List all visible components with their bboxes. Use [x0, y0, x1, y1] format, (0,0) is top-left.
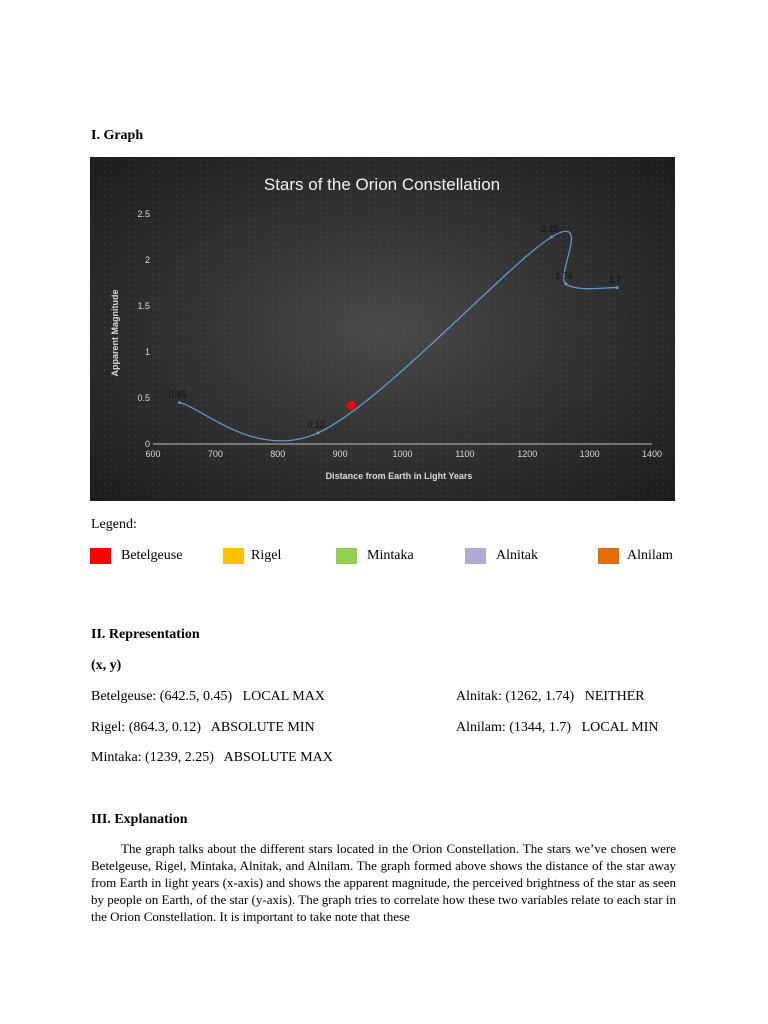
highlight-point	[347, 401, 356, 410]
x-tick-label: 600	[145, 449, 161, 459]
legend-item-alnitak	[465, 547, 538, 565]
rep-alnilam: Alnilam: (1344, 1.7) LOCAL MIN	[456, 720, 659, 735]
data-label: 0.45	[168, 389, 187, 400]
data-label: 1.74	[555, 270, 573, 281]
legend-item-rigel	[223, 547, 281, 565]
rep-mintaka: Mintaka: (1239, 2.25) ABSOLUTE MAX	[91, 750, 333, 765]
data-label: 0.12	[307, 419, 325, 430]
chart-title: Stars of the Orion Constellation	[263, 175, 501, 194]
x-tick-label: 1300	[579, 449, 600, 459]
x-tick-label: 800	[270, 449, 286, 459]
y-tick-label: 2.5	[137, 209, 150, 219]
legend-swatch	[90, 548, 111, 564]
xy-heading: (x, y)	[91, 658, 122, 673]
y-tick-label: 2	[144, 255, 150, 265]
legend-item-mintaka	[336, 547, 414, 565]
y-axis-label: Apparent Magnitude	[110, 289, 120, 377]
x-tick-label: 1200	[517, 449, 538, 459]
y-tick-label: 0.5	[137, 393, 150, 403]
x-tick-label: 1100	[455, 449, 475, 459]
legend-swatch	[223, 548, 244, 564]
legend-swatch	[465, 548, 486, 564]
rep-alnitak: Alnitak: (1262, 1.74) NEITHER	[456, 689, 645, 704]
data-label: 2.25	[540, 224, 559, 234]
chart-container	[90, 157, 675, 501]
legend-label: Alnitak	[496, 548, 538, 563]
line-chart	[90, 157, 675, 501]
rep-rigel: Rigel: (864.3, 0.12) ABSOLUTE MIN	[91, 720, 315, 735]
x-tick-label: 1400	[641, 449, 663, 459]
data-point	[316, 431, 319, 434]
legend-item-betelgeuse	[90, 547, 182, 565]
data-point	[564, 282, 567, 285]
x-tick-label: 900	[332, 449, 348, 459]
graph-heading: I. Graph	[91, 128, 144, 143]
data-point	[550, 236, 553, 239]
x-tick-label: 700	[207, 449, 223, 459]
data-label: 1.7	[608, 274, 622, 285]
legend-label: Betelgeuse	[121, 548, 183, 563]
legend-title: Legend:	[91, 517, 137, 532]
explanation-paragraph: The graph talks about the different stars located in the Orion Constellation. The stars we’ve chosen were Betelgeuse, Rigel, Mintaka, Alnitak, and Alnilam. The graph formed above shows the distance of the star away from Earth in light years (x-axis) and shows the apparent magnitude, the perceived brightness of the star as seen by people on Earth, of the star (y-axis). The graph tries to correlate how these two variables relate to each star in the Orion Constellation. It is important to take note that these	[91, 841, 676, 924]
y-tick-label: 0	[144, 439, 150, 449]
legend-swatch	[336, 548, 357, 564]
legend-item-alnilam	[598, 547, 673, 565]
legend-label: Alnilam	[627, 548, 673, 563]
representation-heading: II. Representation	[91, 627, 200, 642]
explanation-heading: III. Explanation	[91, 812, 188, 827]
legend-swatch	[598, 548, 619, 564]
y-tick-label: 1	[144, 347, 150, 357]
x-tick-label: 1000	[392, 449, 413, 459]
data-point	[616, 286, 619, 289]
data-point	[178, 401, 181, 404]
legend-label: Rigel	[251, 548, 282, 563]
y-tick-label: 1.5	[137, 301, 150, 311]
rep-betelgeuse: Betelgeuse: (642.5, 0.45) LOCAL MAX	[91, 689, 325, 704]
legend-label: Mintaka	[367, 548, 414, 563]
x-axis-label: Distance from Earth in Light Years	[325, 471, 473, 481]
